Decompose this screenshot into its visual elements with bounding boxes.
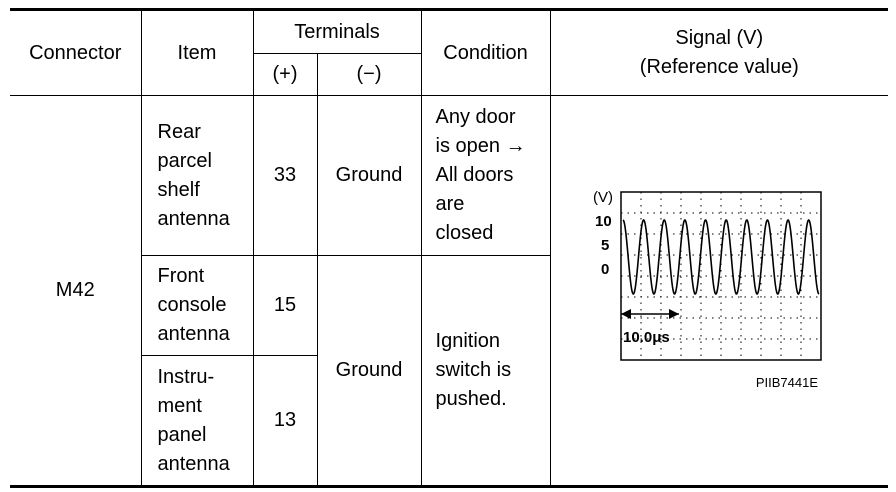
waveform-y-label-10: 10 bbox=[594, 213, 612, 230]
connector-cell: M42 bbox=[10, 96, 141, 487]
waveform-y-unit: (V) bbox=[592, 189, 613, 206]
header-connector: Connector bbox=[10, 10, 141, 96]
item-cell: Rear parcel shelf antenna bbox=[141, 96, 253, 256]
terminal-minus-cell: Ground bbox=[317, 256, 421, 487]
item-cell: Front console antenna bbox=[141, 256, 253, 356]
header-terminal-minus: (−) bbox=[317, 54, 421, 96]
header-signal bbox=[550, 10, 888, 96]
oscilloscope-waveform bbox=[581, 182, 831, 382]
header-item: Item bbox=[141, 10, 253, 96]
signal-cell bbox=[550, 96, 888, 487]
reference-code: PIIB7441E bbox=[755, 375, 819, 390]
table-row bbox=[10, 96, 888, 256]
header-terminal-plus: (+) bbox=[253, 54, 317, 96]
waveform-graphic bbox=[581, 182, 831, 382]
terminal-plus-cell: 15 bbox=[253, 256, 317, 356]
waveform-time-label: 10.0μs bbox=[622, 329, 670, 346]
time-scale-marker bbox=[621, 309, 679, 319]
waveform-y-label-0: 0 bbox=[600, 261, 609, 278]
waveform-y-label-5: 5 bbox=[600, 237, 609, 254]
terminal-plus-cell: 13 bbox=[253, 356, 317, 487]
terminal-plus-cell: 33 bbox=[253, 96, 317, 256]
header-signal-line1: Signal (V) bbox=[675, 27, 764, 49]
condition-cell: Ignition switch is pushed. bbox=[421, 256, 550, 487]
connector-signal-table bbox=[10, 8, 888, 488]
condition-cell: Any door is open → All doors are closed bbox=[421, 96, 550, 256]
header-terminals: Terminals bbox=[253, 10, 421, 54]
item-cell: Instru- ment panel antenna bbox=[141, 356, 253, 487]
header-signal-line2: (Reference value) bbox=[639, 56, 799, 78]
header-condition: Condition bbox=[421, 10, 550, 96]
terminal-minus-cell: Ground bbox=[317, 96, 421, 256]
